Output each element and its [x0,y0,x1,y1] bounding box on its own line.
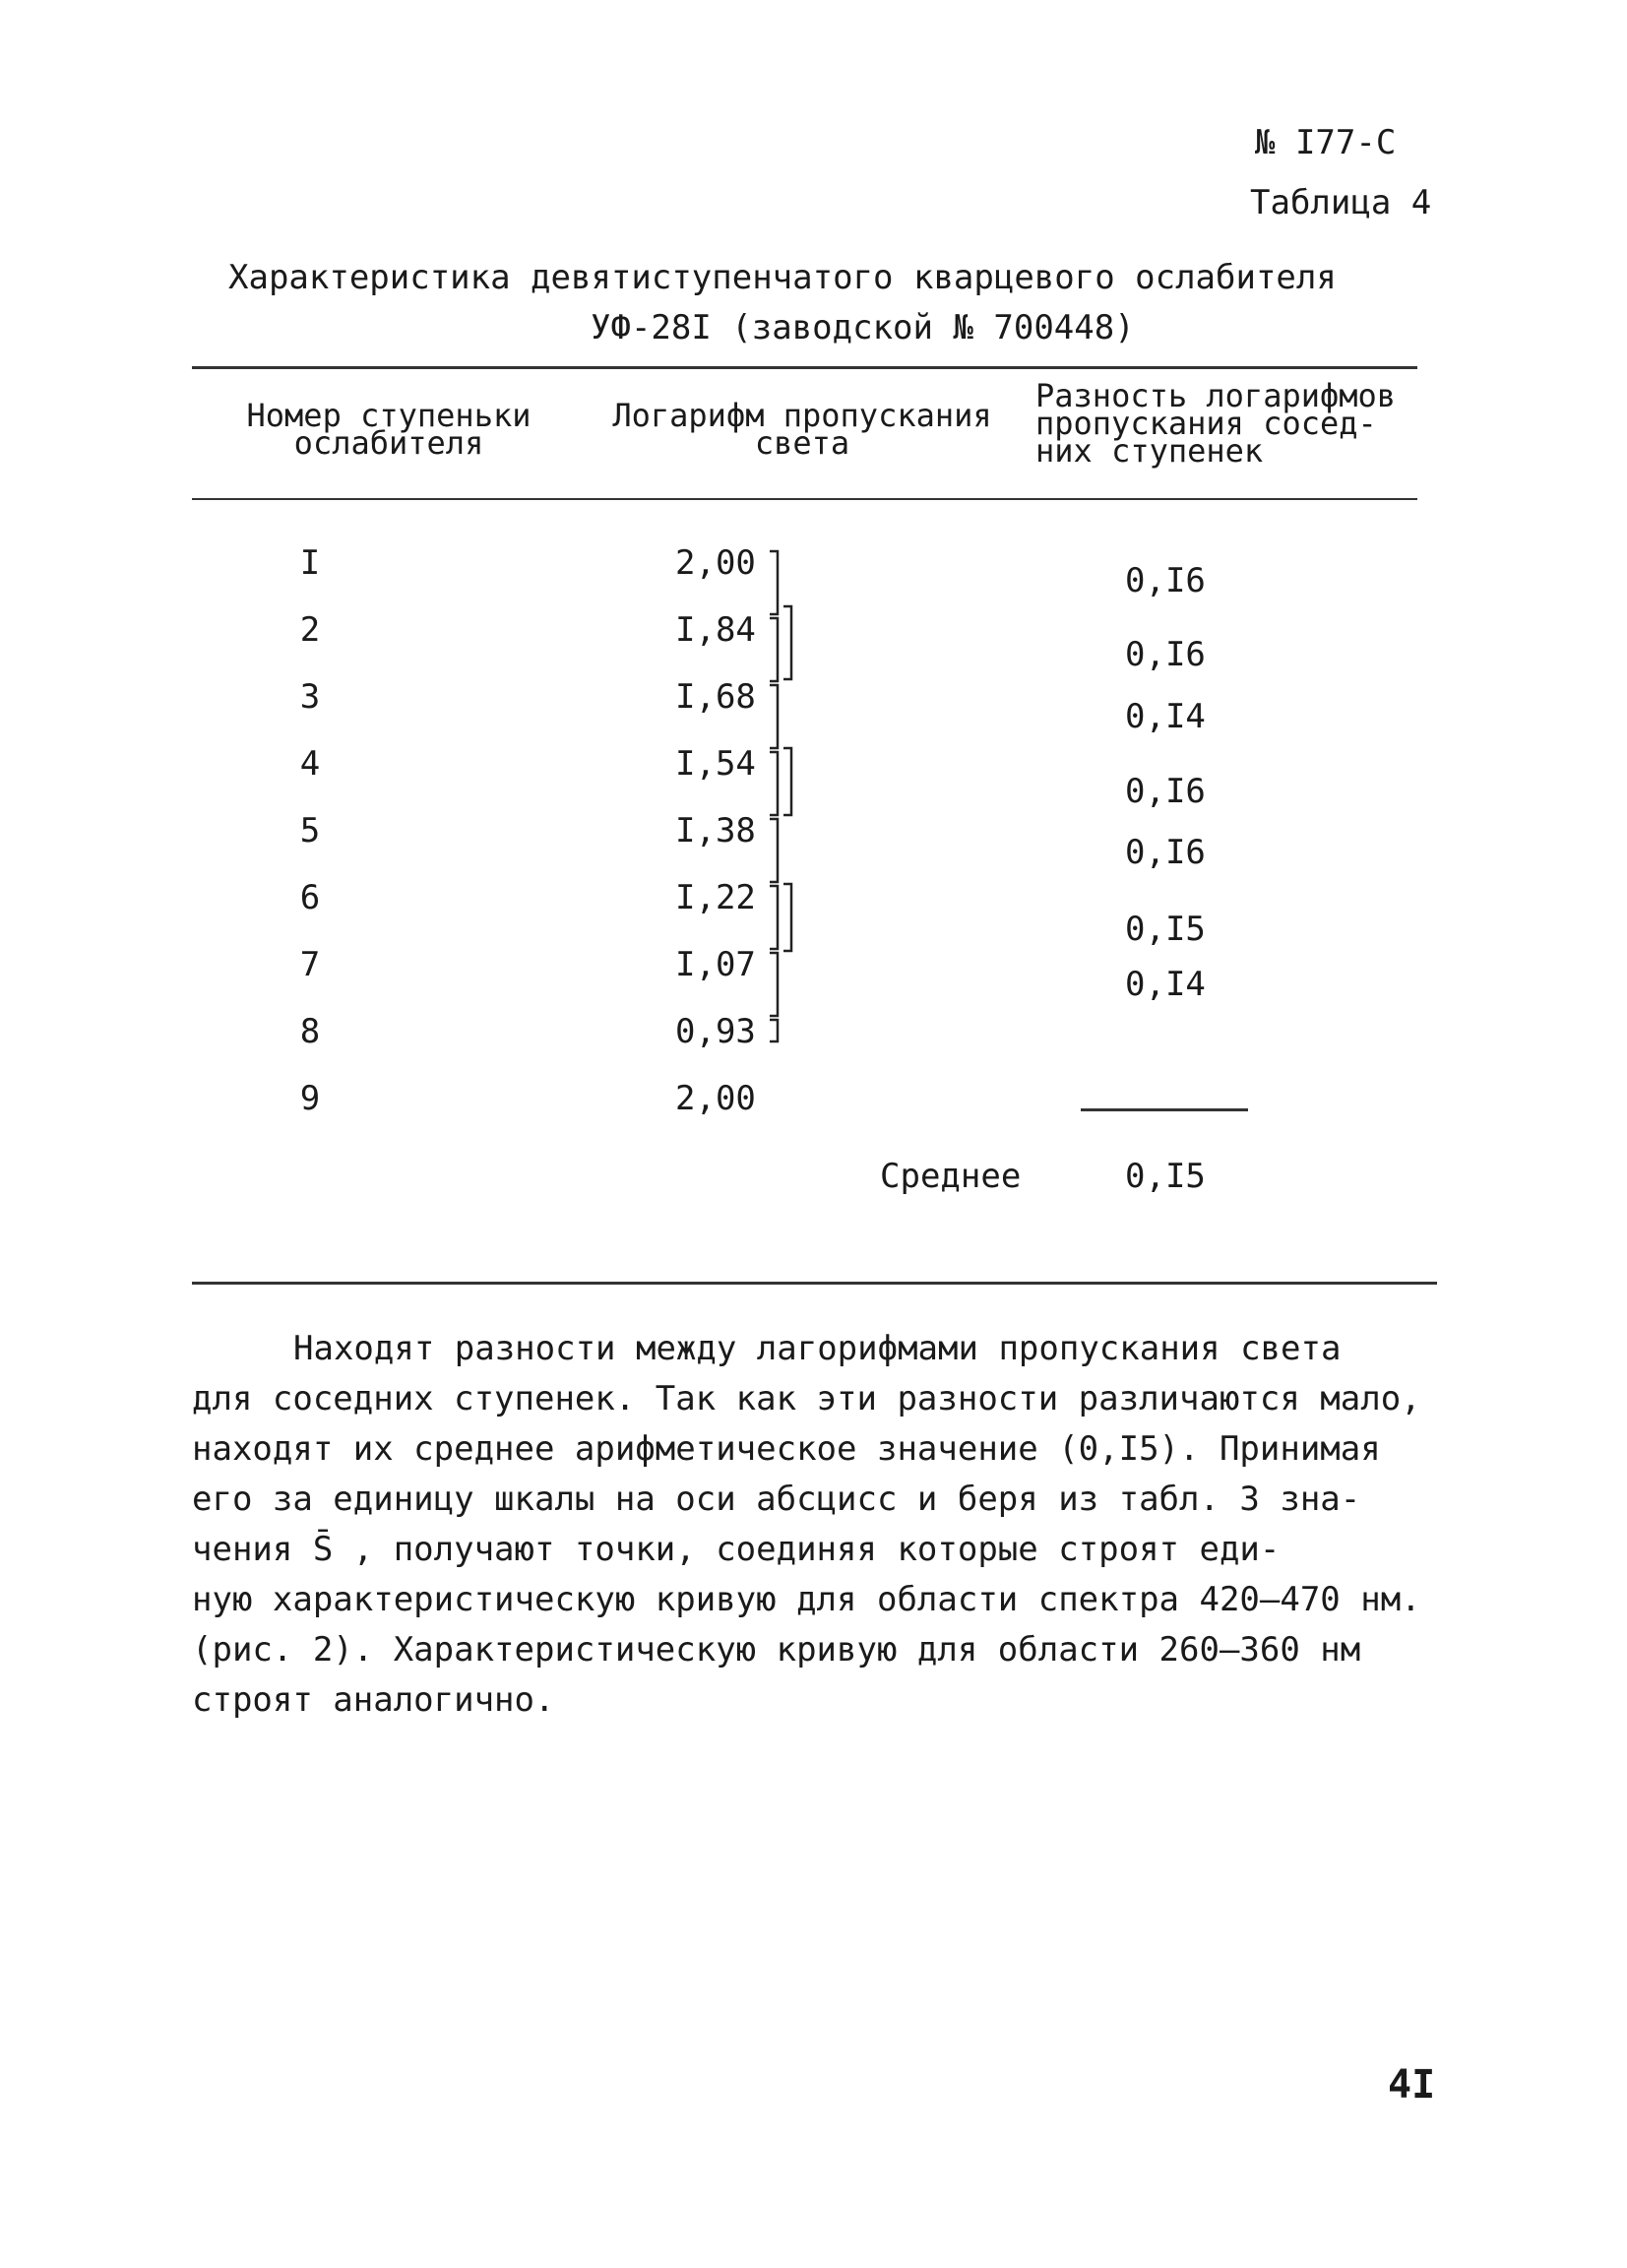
table-caption-line-1: Характеристика девятиступенчатого кварцевого ослабителя [228,258,1337,297]
paragraph-line: Находят разности между лагорифмами пропускания света [293,1329,1342,1368]
column-header-difference-line: Разность логарифмов [1035,377,1397,414]
table-cell-step: 2 [299,610,321,650]
table-cell-log: I,54 [675,744,756,784]
column-header-log-line: Логарифм пропускания [612,397,992,434]
paragraph-line: находят их среднее арифметическое значение (0,I5). Принимая [192,1429,1381,1469]
table-cell-log: 2,00 [675,1079,756,1118]
paragraph-line: его за единицу шкалы на оси абсцисс и беря из табл. 3 зна- [192,1480,1361,1519]
table-cell-difference: 0,I6 [1125,561,1206,600]
table-cell-step: 6 [299,878,321,917]
table-cell-log: I,84 [675,610,756,650]
table-cell-log: 0,93 [675,1012,756,1051]
paragraph-line: строят аналогично. [192,1680,555,1720]
table-cell-difference: 0,I6 [1125,635,1206,674]
paragraph-line: ную характеристическую кривую для области спектра 420–470 нм. [192,1580,1421,1619]
table-label: Таблица 4 [1250,183,1432,222]
paragraph-line: для соседних ступенек. Так как эти разности различаются мало, [192,1379,1421,1418]
table-cell-log: I,07 [675,945,756,984]
average-label: Среднее [880,1157,1022,1196]
page-number: 4I [1388,2062,1436,2108]
sum-rule [1081,1108,1248,1111]
table-cell-step: 4 [299,744,321,784]
table-caption-line-2: УФ-28I (заводской № 700448) [591,308,1135,347]
table-cell-log: I,38 [675,811,756,850]
table-cell-step: I [299,543,321,583]
table-cell-log: I,68 [675,677,756,717]
table-cell-log: I,22 [675,878,756,917]
table-cell-step: 7 [299,945,321,984]
paragraph-line: (рис. 2). Характеристическую кривую для области 260–360 нм [192,1630,1361,1670]
document-number: № I77-С [1255,123,1397,162]
average-value: 0,I5 [1125,1157,1206,1196]
table-cell-difference: 0,I6 [1125,833,1206,872]
table-cell-difference: 0,I4 [1125,697,1206,736]
column-header-step-line: Номер ступеньки [246,397,532,434]
table-cell-log: 2,00 [675,543,756,583]
table-cell-step: 8 [299,1012,321,1051]
paragraph-line: чения S̄ , получают точки, соединяя которые строят еди- [192,1530,1281,1569]
column-header-log-line: света [754,424,850,462]
table-cell-step: 3 [299,677,321,717]
column-header-difference-line: пропускания сосед- [1035,405,1377,442]
table-cell-difference: 0,I4 [1125,965,1206,1004]
column-header-difference-line: них ступенек [1035,432,1264,470]
table-cell-step: 5 [299,811,321,850]
table-cell-step: 9 [299,1079,321,1118]
table-cell-difference: 0,I6 [1125,772,1206,811]
table-cell-difference: 0,I5 [1125,910,1206,949]
column-header-step-line: ослабителя [293,424,484,462]
